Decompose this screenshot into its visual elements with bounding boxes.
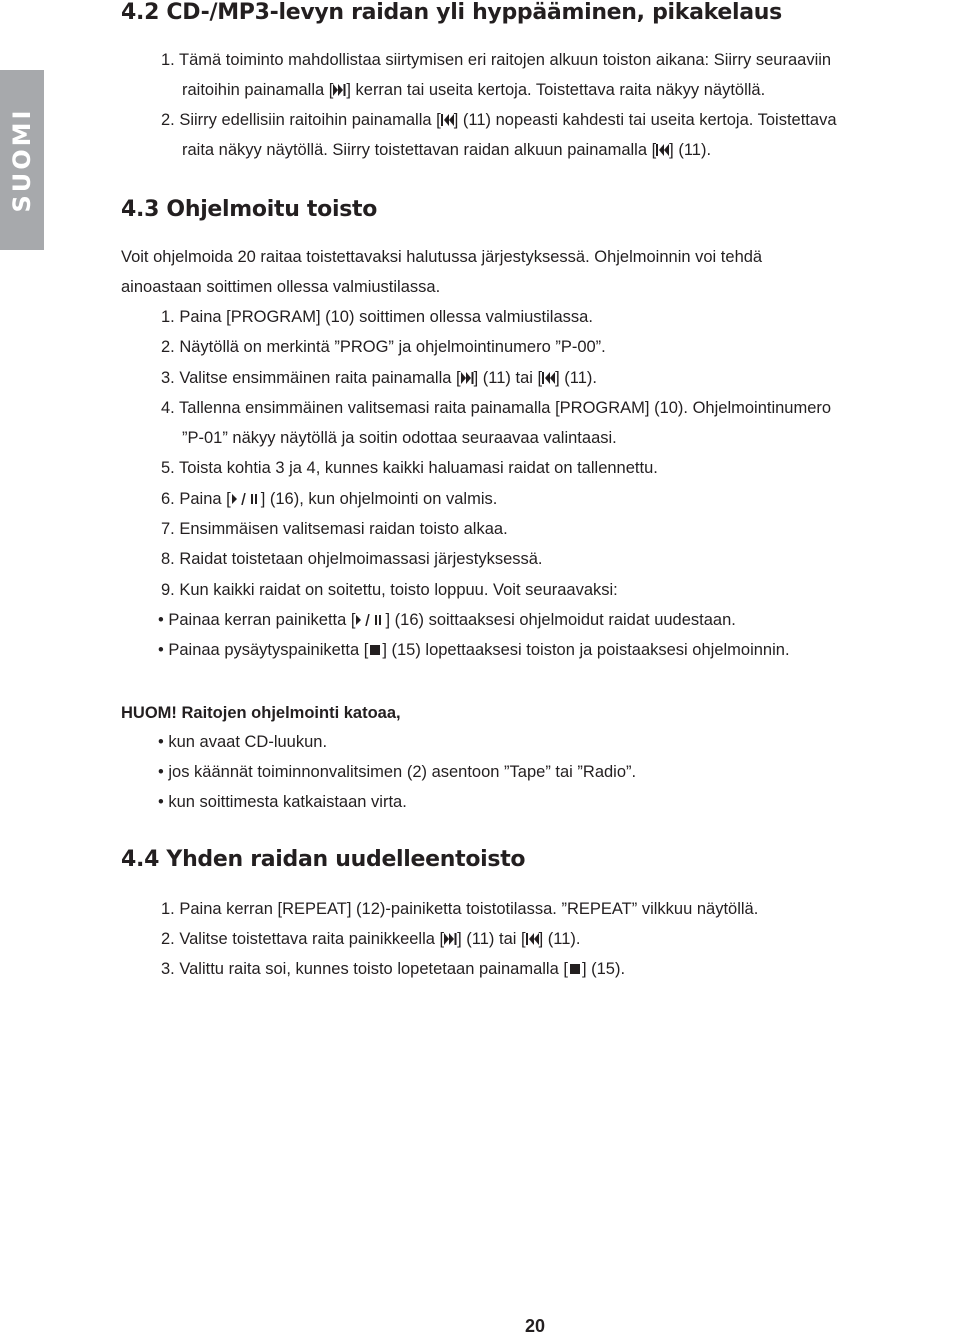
play-pause-icon — [355, 614, 385, 626]
s43-step-7: 7. Ensimmäisen valitsemasi raidan toisto alkaa. — [161, 520, 508, 538]
skip-forward-icon — [333, 84, 346, 96]
s43-step-5: 5. Toista kohtia 3 ja 4, kunnes kaikki haluamasi raidat on tallennettu. — [161, 459, 658, 477]
s43-step-2: 2. Näytöllä on merkintä ”PROG” ja ohjelmointinumero ”P-00”. — [161, 338, 606, 356]
skip-back-icon — [656, 144, 669, 156]
s43-step-6: 6. Paina [ ] (16), kun ohjelmointi on valmis. — [161, 490, 498, 508]
section-4-3-heading: 4.3 Ohjelmoitu toisto — [121, 197, 378, 222]
s43-step-9: 9. Kun kaikki raidat on soitettu, toisto loppuu. Voit seuraavaksi: — [161, 581, 618, 599]
skip-back-icon — [526, 933, 539, 945]
s43-step-1: 1. Paina [PROGRAM] (10) soittimen ollessa valmiustilassa. — [161, 308, 593, 326]
note-bullet-1: • kun avaat CD-luukun. — [158, 733, 328, 751]
skip-back-icon — [542, 372, 555, 384]
s42-line-2: raitoihin painamalla [ ] kerran tai useita kertoja. Toistettava raita näkyy näytöllä. — [182, 81, 766, 99]
stop-icon — [368, 644, 382, 656]
s43-step-8: 8. Raidat toistetaan ohjelmoimassasi järjestyksessä. — [161, 550, 543, 568]
skip-forward-icon — [461, 372, 474, 384]
page-number: 20 — [524, 1316, 546, 1336]
skip-forward-icon — [444, 933, 457, 945]
s43-bullet-1: • Painaa kerran painiketta [ ] (16) soittaaksesi ohjelmoidut raidat uudestaan. — [158, 611, 736, 629]
section-4-4-heading: 4.4 Yhden raidan uudelleentoisto — [121, 847, 526, 872]
skip-back-icon — [441, 114, 454, 126]
play-pause-icon — [231, 493, 261, 505]
s42-line-4: raita näkyy näytöllä. Siirry toistettavan raidan alkuun painamalla [ ] (11). — [182, 141, 712, 159]
section-4-2-heading: 4.2 CD-/MP3-levyn raidan yli hyppääminen, pikakelaus — [121, 0, 782, 25]
s43-step-3: 3. Valitse ensimmäinen raita painamalla [ ] (11) tai [ ] (11). — [161, 369, 597, 387]
language-side-tab — [0, 70, 44, 250]
s42-line-1: 1. Tämä toiminto mahdollistaa siirtymisen eri raitojen alkuun toiston aikana: Siirry seuraaviin — [161, 51, 832, 69]
s44-line-2: 2. Valitse toistettava raita painikkeella [ ] (11) tai [ ] (11). — [161, 930, 581, 948]
s44-line-1: 1. Paina kerran [REPEAT] (12)-painiketta toistotilassa. ”REPEAT” vilkkuu näytöllä. — [161, 900, 759, 918]
note-bullet-3: • kun soittimesta katkaistaan virta. — [158, 793, 407, 811]
s44-line-3: 3. Valittu raita soi, kunnes toisto lopetetaan painamalla [ ] (15). — [161, 960, 626, 978]
s43-intro-2: ainoastaan soittimen ollessa valmiustilassa. — [121, 278, 441, 296]
s43-intro-1: Voit ohjelmoida 20 raitaa toistettavaksi halutussa järjestyksessä. Ohjelmoinnin voi tehdä — [121, 248, 763, 266]
s43-step-4-cont: ”P-01” näkyy näytöllä ja soitin odottaa seuraavaa valintaasi. — [182, 429, 617, 447]
s43-step-4: 4. Tallenna ensimmäinen valitsemasi raita painamalla [PROGRAM] (10). Ohjelmointinumero — [161, 399, 832, 417]
s43-bullet-2: • Painaa pysäytyspainiketta [ ] (15) lopettaaksesi toiston ja poistaaksesi ohjelmoinnin. — [158, 641, 790, 659]
s42-line-3: 2. Siirry edellisiin raitoihin painamalla [ ] (11) nopeasti kahdesti tai useita kertoja. Toistettava — [161, 111, 837, 129]
note-bullet-2: • jos käännät toiminnonvalitsimen (2) asentoon ”Tape” tai ”Radio”. — [158, 763, 637, 781]
stop-icon — [568, 963, 582, 975]
side-tab-label: SUOMI — [8, 107, 36, 213]
note-title: HUOM! Raitojen ohjelmointi katoaa, — [121, 704, 401, 722]
